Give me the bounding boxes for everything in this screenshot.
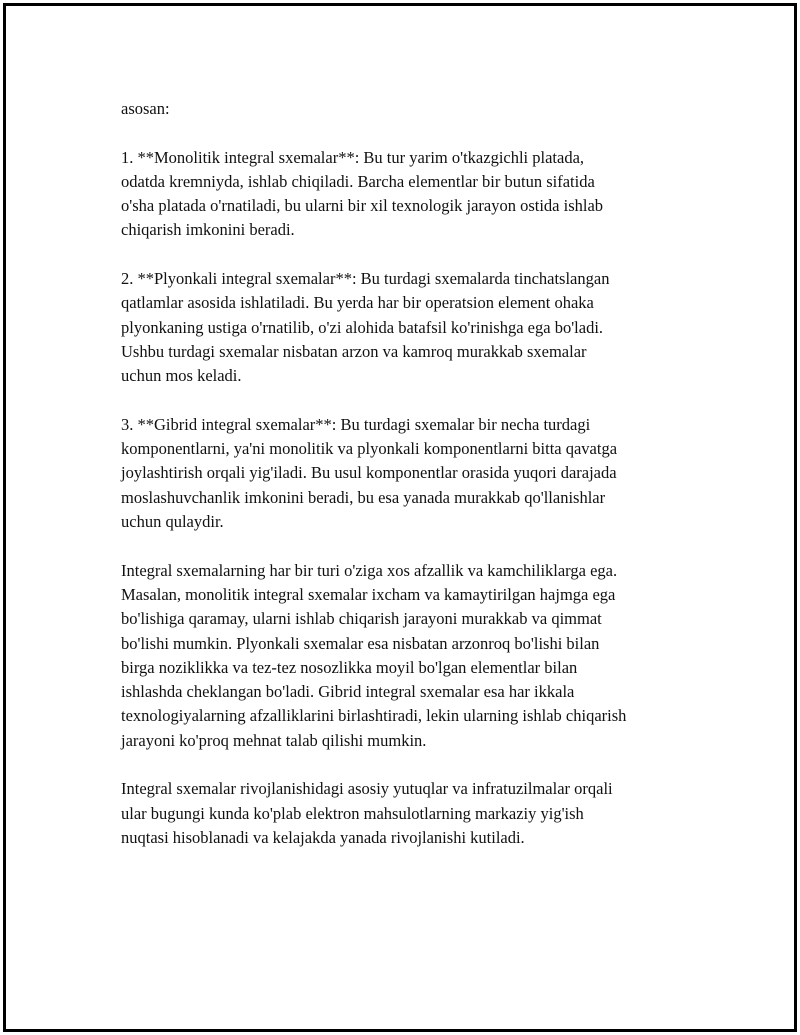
text-line: plyonkaning ustiga o'rnatilib, o'zi alohida batafsil ko'rinishga ega bo'ladi. xyxy=(121,317,604,337)
text-line: jarayoni ko'proq mehnat talab qilishi mumkin. xyxy=(121,730,427,750)
text-line: asosan: xyxy=(121,99,170,118)
text-line: 2. **Plyonkali integral sxemalar**: Bu turdagi sxemalarda tinchatslangan xyxy=(121,269,610,289)
paragraph-intro xyxy=(121,97,711,121)
text-line: joylashtirish orqali yig'iladi. Bu usul komponentlar orasida yuqori darajada xyxy=(121,463,617,483)
text-line: Integral sxemalar rivojlanishidagi asosiy yutuqlar va infratuzilmalar orqali xyxy=(121,779,613,799)
text-line: nuqtasi hisoblanadi va kelajakda yanada rivojlanishi kutiladi. xyxy=(121,827,525,847)
text-line: ular bugungi kunda ko'plab elektron mahsulotlarning markaziy yig'ish xyxy=(121,803,584,823)
paragraph-gap xyxy=(121,389,711,413)
text-line: texnologiyalarning afzalliklarini birlashtiradi, lekin ularning ishlab chiqarish xyxy=(121,706,627,726)
text-line: birga noziklikka va tez-tez nosozlikka moyil bo'lgan elementlar bilan xyxy=(121,657,578,677)
document-body xyxy=(121,97,711,850)
text-line: 1. **Monolitik integral sxemalar**: Bu tur yarim o'tkazgichli platada, xyxy=(121,147,585,167)
paragraph-gap xyxy=(121,121,711,145)
paragraph-comparison xyxy=(121,559,711,753)
text-line: moslashuvchanlik imkonini beradi, bu esa yanada murakkab qo'llanishlar xyxy=(121,487,606,507)
text-line: ishlashda cheklangan bo'ladi. Gibrid integral sxemalar esa har ikkala xyxy=(121,682,575,702)
text-line: bo'lishiga qaramay, ularni ishlab chiqarish jarayoni murakkab va qimmat xyxy=(121,609,602,629)
text-line: bo'lishi mumkin. Plyonkali sxemalar esa nisbatan arzonroq bo'lishi bilan xyxy=(121,633,600,653)
text-line: komponentlarni, ya'ni monolitik va plyonkali komponentlarni bitta qavatga xyxy=(121,439,618,459)
text-line: uchun mos keladi. xyxy=(121,366,242,386)
paragraph-gap xyxy=(121,243,711,267)
page-frame xyxy=(3,3,797,1032)
text-line: Masalan, monolitik integral sxemalar ixcham va kamaytirilgan hajmga ega xyxy=(121,584,616,604)
text-line: 3. **Gibrid integral sxemalar**: Bu turdagi sxemalar bir necha turdagi xyxy=(121,414,591,434)
text-line: chiqarish imkonini beradi. xyxy=(121,220,295,240)
text-line: uchun qulaydir. xyxy=(121,512,224,532)
text-line: odatda kremniyda, ishlab chiqiladi. Barcha elementlar bir butun sifatida xyxy=(121,171,595,191)
text-line: qatlamlar asosida ishlatiladi. Bu yerda har bir operatsion element ohaka xyxy=(121,293,594,313)
paragraph-conclusion xyxy=(121,777,711,850)
paragraph-hybrid xyxy=(121,413,711,534)
paragraph-gap xyxy=(121,534,711,558)
text-line: o'sha platada o'rnatiladi, bu ularni bir xil texnologik jarayon ostida ishlab xyxy=(121,196,604,216)
paragraph-gap xyxy=(121,753,711,777)
text-line: Ushbu turdagi sxemalar nisbatan arzon va kamroq murakkab sxemalar xyxy=(121,341,587,361)
paragraph-monolithic xyxy=(121,146,711,243)
paragraph-film xyxy=(121,267,711,388)
text-line: Integral sxemalarning har bir turi o'ziga xos afzallik va kamchiliklarga ega. xyxy=(121,560,618,580)
